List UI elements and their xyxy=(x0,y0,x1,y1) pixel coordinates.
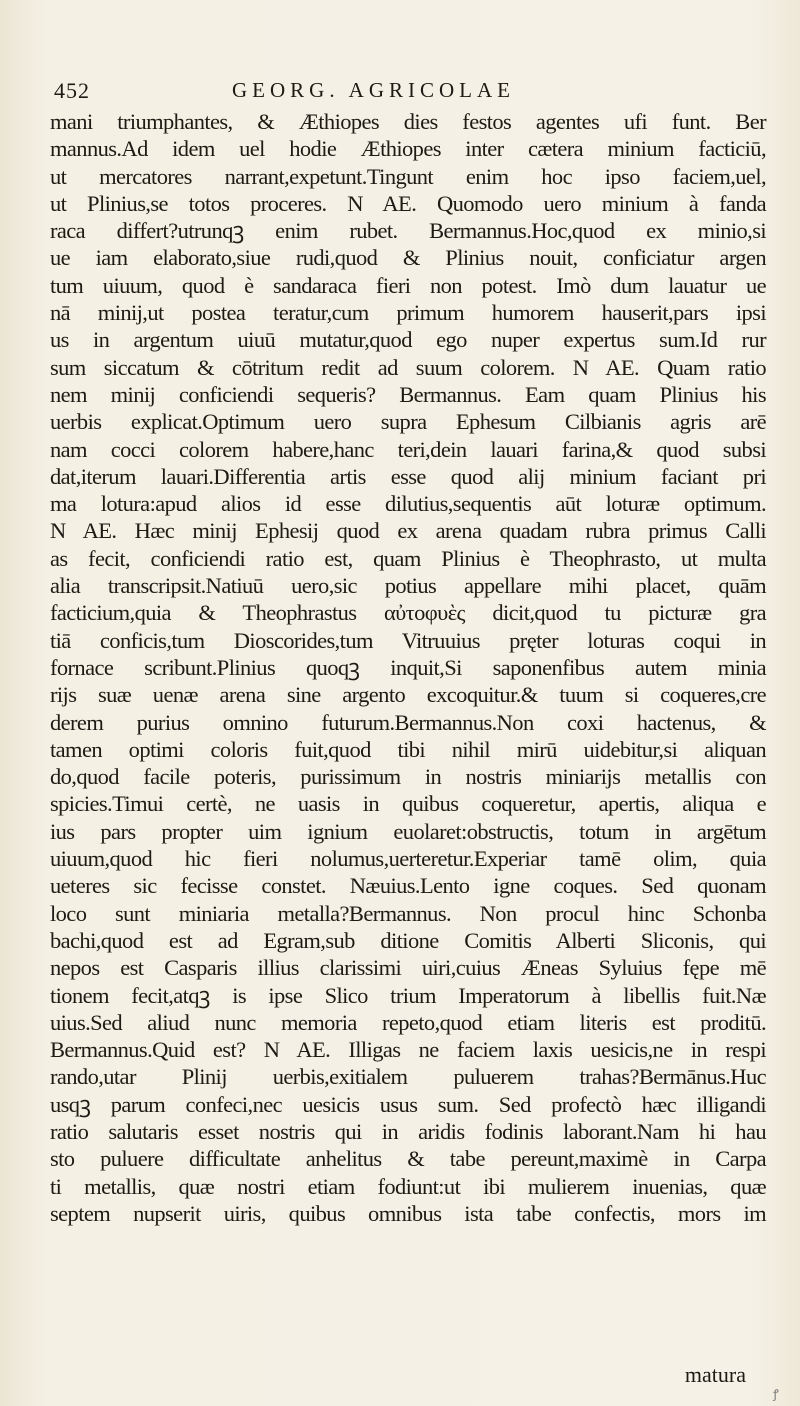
text-line: uerbis explicat.Optimum uero supra Ephesum Cilbianis agris arē xyxy=(50,409,766,435)
text-line: ueteres sic fecisse constet. Næuius.Lento igne coques. Sed quonam xyxy=(50,873,766,899)
text-line: sto puluere difficultate anhelitus & tabe pereunt,maximè in Carpa xyxy=(50,1146,766,1172)
text-line: do,quod facile poteris, purissimum in nostris miniarijs metallis con xyxy=(50,764,766,790)
body-text xyxy=(50,108,766,1227)
running-head: GEORG. AGRICOLAE xyxy=(232,78,515,102)
page-header xyxy=(54,78,744,106)
text-line: ratio salutaris esset nostris qui in aridis fodinis laborant.Nam hi hau xyxy=(50,1118,766,1144)
text-line: rijs suæ uenæ arena sine argento excoquitur.& tuum si coqueres,cre xyxy=(50,682,766,708)
text-line: N AE. Hæc minij Ephesij quod ex arena quadam rubra primus Calli xyxy=(50,518,766,544)
text-line: rando,utar Plinij uerbis,exitialem puluerem trahas?Bermānus.Huc xyxy=(50,1064,766,1090)
text-line: uius.Sed aliud nunc memoria repeto,quod etiam literis est proditū. xyxy=(50,1009,766,1035)
page-number: 452 xyxy=(54,78,90,103)
margin-mark: ꝭ xyxy=(773,1387,779,1401)
text-line: facticium,quia & Theophrastus αὐτοφυὲς dicit,quod tu picturæ gra xyxy=(50,600,766,626)
text-line: mani triumphantes, & Æthiopes dies festos agentes ufi funt. Ber xyxy=(50,109,766,134)
text-line: ut mercatores narrant,expetunt.Tingunt enim hoc ipso faciem,uel, xyxy=(50,163,766,189)
text-line: nepos est Casparis illius clarissimi uiri,cuius Æneas Syluius fępe mē xyxy=(50,955,766,981)
text-line: tiā conficis,tum Dioscorides,tum Vitruuius pręter loturas coqui in xyxy=(50,627,766,653)
text-line: usqꝫ parum confeci,nec uesicis usus sum. Sed profectò hæc illigandi xyxy=(50,1091,766,1117)
text-line: ue iam elaborato,siue rudi,quod & Plinius nouit, conficiatur argen xyxy=(50,245,766,271)
text-line: tum uiuum, quod è sandaraca fieri non potest. Imò dum lauatur ue xyxy=(50,272,766,298)
text-line: bachi,quod est ad Egram,sub ditione Comitis Alberti Sliconis, qui xyxy=(50,927,766,953)
text-line: septem nupserit uiris, quibus omnibus ista tabe confectis, mors im xyxy=(50,1200,766,1226)
catchword: matura xyxy=(684,1362,746,1387)
text-line: ius pars propter uim ignium euolaret:obstructis, totum in argētum xyxy=(50,818,766,844)
text-line: uiuum,quod hic fieri nolumus,uerteretur.Experiar tamē olim, quia xyxy=(50,846,766,872)
text-line: alia transcripsit.Natiuū uero,sic potius appellare mihi placet, quām xyxy=(50,573,766,599)
text-line: Bermannus.Quid est? N AE. Illigas ne faciem laxis uesicis,ne in respi xyxy=(50,1037,766,1063)
text-line: derem purius omnino futurum.Bermannus.Non coxi hactenus, & xyxy=(50,709,766,735)
text-line: ti metallis, quæ nostri etiam fodiunt:ut ibi mulierem inuenias, quæ xyxy=(50,1173,766,1199)
text-line: nā minij,ut postea teratur,cum primum humorem hauserit,pars ipsi xyxy=(50,300,766,326)
text-line: us in argentum uiuū mutatur,quod ego nuper expertus sum.Id rur xyxy=(50,327,766,353)
text-line: ut Plinius,se totos proceres. N AE. Quomodo uero minium à fanda xyxy=(50,190,766,216)
text-line: nem minij conficiendi sequeris? Bermannus. Eam quam Plinius his xyxy=(50,381,766,407)
text-line: raca differt?utrunqꝫ enim rubet. Bermannus.Hoc,quod ex minio,si xyxy=(50,218,766,244)
text-line: fornace scribunt.Plinius quoqꝫ inquit,Si saponenfibus autem minia xyxy=(50,654,766,680)
text-line: loco sunt miniaria metalla?Bermannus. Non procul hinc Schonba xyxy=(50,900,766,926)
text-line: as fecit, conficiendi ratio est, quam Plinius è Theophrasto, ut multa xyxy=(50,545,766,571)
text-line: sum siccatum & cōtritum redit ad suum colorem. N AE. Quam ratio xyxy=(50,354,766,380)
text-line: ma lotura:apud alios id esse dilutius,sequentis aūt loturæ optimum. xyxy=(50,491,766,517)
text-line: spicies.Timui certè, ne uasis in quibus coqueretur, apertis, aliqua e xyxy=(50,791,766,817)
text-line: tamen optimi coloris fuit,quod tibi nihil mirū uidebitur,si aliquan xyxy=(50,736,766,762)
text-line: mannus.Ad idem uel hodie Æthiopes inter cætera minium facticiū, xyxy=(50,136,766,162)
text-line: nam cocci colorem habere,hanc teri,dein lauari farina,& quod subsi xyxy=(50,436,766,462)
text-line: tionem fecit,atqꝫ is ipse Slico trium Imperatorum à libellis fuit.Næ xyxy=(50,982,766,1008)
text-line: dat,iterum lauari.Differentia artis esse quod alij minium faciant pri xyxy=(50,463,766,489)
